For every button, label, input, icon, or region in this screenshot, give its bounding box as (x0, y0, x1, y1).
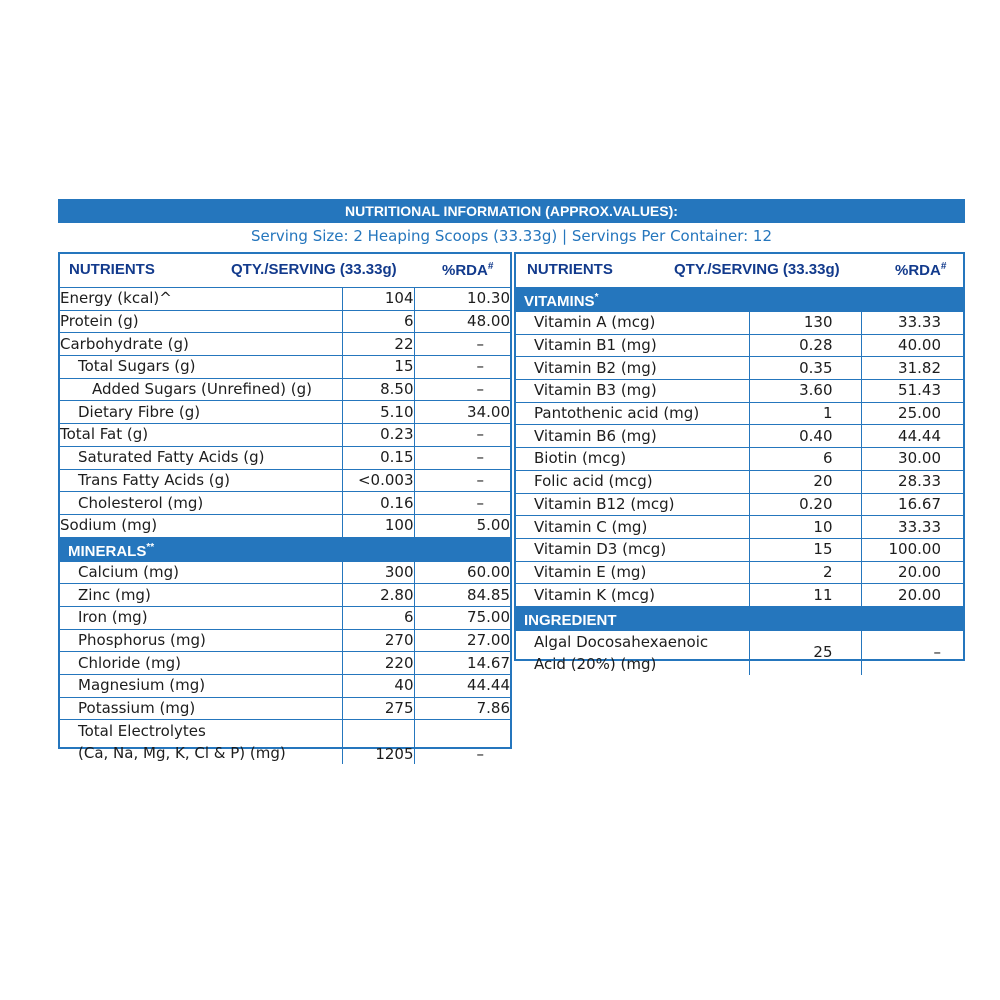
table-row (516, 470, 963, 493)
nutrient-name: Dietary Fibre (g) (60, 401, 342, 424)
rda-value: – (414, 492, 510, 515)
table-row (60, 401, 510, 424)
qty-value: 2.80 (342, 584, 414, 607)
qty-value: 15 (749, 538, 861, 561)
nutrient-name: Magnesium (mg) (60, 675, 342, 698)
rda-value: 44.44 (861, 425, 963, 448)
rda-value: – (414, 333, 510, 356)
rda-value: – (414, 469, 510, 492)
nutrient-name: Carbohydrate (g) (60, 333, 342, 356)
section-label: MINERALS** (60, 537, 510, 561)
qty-value: 300 (342, 561, 414, 584)
nutrient-name: Protein (g) (60, 310, 342, 333)
qty-header: QTY./SERVING (33.33g) (674, 261, 840, 278)
nutrient-name: Biotin (mcg) (516, 448, 749, 471)
table-row (516, 402, 963, 425)
nutrient-name: Vitamin B2 (mg) (516, 357, 749, 380)
rda-value: 31.82 (861, 357, 963, 380)
table-row (60, 629, 510, 652)
table-row (516, 312, 963, 335)
nutrient-name: Pantothenic acid (mg) (516, 402, 749, 425)
qty-value: 0.28 (749, 334, 861, 357)
rda-value: 40.00 (861, 334, 963, 357)
rda-value: – (414, 446, 510, 469)
qty-value: 270 (342, 629, 414, 652)
rda-value: 27.00 (414, 629, 510, 652)
rda-value: – (414, 424, 510, 447)
qty-value: 100 (342, 514, 414, 537)
table-row (60, 333, 510, 356)
nutrient-name: Vitamin B12 (mcg) (516, 493, 749, 516)
rda-value: – (414, 378, 510, 401)
nutrient-name: Folic acid (mcg) (516, 470, 749, 493)
table-row (60, 310, 510, 333)
qty-value: 15 (342, 356, 414, 379)
table-row (516, 516, 963, 539)
qty-value: 8.50 (342, 378, 414, 401)
nutrient-name: Sodium (mg) (60, 514, 342, 537)
rda-value: 33.33 (861, 312, 963, 335)
nutrient-name: Vitamin A (mcg) (516, 312, 749, 335)
rda-value: 51.43 (861, 380, 963, 403)
table-row (60, 492, 510, 515)
qty-value: 0.35 (749, 357, 861, 380)
rda-value: 16.67 (861, 493, 963, 516)
nutrients-header: NUTRIENTS (69, 261, 155, 278)
nutrient-name: Potassium (mg) (60, 697, 342, 720)
qty-value: 1 (749, 402, 861, 425)
section-label: VITAMINS* (516, 288, 963, 312)
table-row (516, 538, 963, 561)
table-row (60, 356, 510, 379)
table-row (60, 514, 510, 537)
nutrient-name: Total Fat (g) (60, 424, 342, 447)
rda-value: 14.67 (414, 652, 510, 675)
rda-value: 10.30 (414, 288, 510, 311)
right-table-header (516, 254, 963, 287)
table-row (516, 425, 963, 448)
table-row (60, 378, 510, 401)
qty-value: 104 (342, 288, 414, 311)
nutrient-name: Iron (mg) (60, 606, 342, 629)
nutrients-header: NUTRIENTS (527, 261, 613, 278)
qty-value: 0.23 (342, 424, 414, 447)
qty-value: 25 (749, 630, 861, 675)
rda-value: 25.00 (861, 402, 963, 425)
rda-value: 30.00 (861, 448, 963, 471)
left-table-header (60, 254, 510, 287)
table-row (60, 652, 510, 675)
table-row (60, 561, 510, 584)
qty-value: 40 (342, 675, 414, 698)
table-row (516, 334, 963, 357)
table-row (60, 288, 510, 311)
ingredient-section (516, 606, 963, 630)
nutrient-name: Zinc (mg) (60, 584, 342, 607)
rda-value: 75.00 (414, 606, 510, 629)
qty-value: 5.10 (342, 401, 414, 424)
rda-value: 20.00 (861, 584, 963, 607)
rda-value: 100.00 (861, 538, 963, 561)
nutrient-name: Vitamin E (mg) (516, 561, 749, 584)
rda-value: 44.44 (414, 675, 510, 698)
nutrient-name: Algal Docosahexaenoic Acid (20%) (mg) (516, 630, 749, 675)
nutrient-name: Chloride (mg) (60, 652, 342, 675)
table-row (60, 424, 510, 447)
table-row (516, 380, 963, 403)
serving-info: Serving Size: 2 Heaping Scoops (33.33g) | Servings Per Container: 12 (250, 227, 773, 245)
rda-value: 28.33 (861, 470, 963, 493)
rda-value: – (414, 720, 510, 765)
qty-value: 220 (342, 652, 414, 675)
right-grid (516, 287, 963, 675)
table-row (516, 448, 963, 471)
nutrient-name: Energy (kcal)^ (60, 288, 342, 311)
qty-value: 275 (342, 697, 414, 720)
rda-value: – (414, 356, 510, 379)
qty-value: 1205 (342, 720, 414, 765)
rda-value: 5.00 (414, 514, 510, 537)
table-row (60, 584, 510, 607)
nutrient-name: Vitamin B6 (mg) (516, 425, 749, 448)
nutrient-name: Calcium (mg) (60, 561, 342, 584)
nutrient-name: Vitamin K (mcg) (516, 584, 749, 607)
table-row (516, 561, 963, 584)
rda-value: 60.00 (414, 561, 510, 584)
rda-header: %RDA# (442, 261, 494, 279)
electrolytes-row (60, 720, 510, 765)
rda-value: 33.33 (861, 516, 963, 539)
left-grid (60, 287, 510, 764)
table-row (60, 469, 510, 492)
qty-value: 2 (749, 561, 861, 584)
minerals-section (60, 537, 510, 561)
table-row (60, 697, 510, 720)
nutrient-name: Saturated Fatty Acids (g) (60, 446, 342, 469)
nutrient-name: Total Electrolytes (Ca, Na, Mg, K, Cl & P) (mg) (60, 720, 342, 765)
qty-value: 0.15 (342, 446, 414, 469)
qty-value: 6 (749, 448, 861, 471)
nutrition-title: NUTRITIONAL INFORMATION (APPROX.VALUES): (58, 199, 965, 223)
ingredient-row (516, 630, 963, 675)
section-label: INGREDIENT (516, 606, 963, 630)
qty-value: 3.60 (749, 380, 861, 403)
qty-value: 20 (749, 470, 861, 493)
qty-value: 130 (749, 312, 861, 335)
qty-value: 6 (342, 310, 414, 333)
nutrient-name: Phosphorus (mg) (60, 629, 342, 652)
qty-value: <0.003 (342, 469, 414, 492)
qty-value: 0.20 (749, 493, 861, 516)
rda-value: 20.00 (861, 561, 963, 584)
table-row (516, 584, 963, 607)
nutrient-name: Vitamin B3 (mg) (516, 380, 749, 403)
qty-value: 10 (749, 516, 861, 539)
rda-value: 48.00 (414, 310, 510, 333)
nutrient-name: Added Sugars (Unrefined) (g) (60, 378, 342, 401)
table-row (516, 493, 963, 516)
left-nutrient-table (58, 252, 512, 764)
qty-value: 11 (749, 584, 861, 607)
qty-value: 22 (342, 333, 414, 356)
qty-header: QTY./SERVING (33.33g) (231, 261, 397, 278)
right-nutrient-table (514, 252, 965, 673)
rda-value: 34.00 (414, 401, 510, 424)
qty-value: 6 (342, 606, 414, 629)
nutrient-name: Vitamin D3 (mcg) (516, 538, 749, 561)
rda-value: 84.85 (414, 584, 510, 607)
rda-value: 7.86 (414, 697, 510, 720)
vitamins-section (516, 288, 963, 312)
rda-value: – (861, 630, 963, 675)
table-row (516, 357, 963, 380)
qty-value: 0.40 (749, 425, 861, 448)
rda-header: %RDA# (895, 261, 947, 279)
nutrient-name: Vitamin B1 (mg) (516, 334, 749, 357)
table-row (60, 606, 510, 629)
table-row (60, 675, 510, 698)
nutrient-name: Trans Fatty Acids (g) (60, 469, 342, 492)
nutrient-name: Vitamin C (mg) (516, 516, 749, 539)
qty-value: 0.16 (342, 492, 414, 515)
nutrient-name: Cholesterol (mg) (60, 492, 342, 515)
table-row (60, 446, 510, 469)
nutrient-name: Total Sugars (g) (60, 356, 342, 379)
